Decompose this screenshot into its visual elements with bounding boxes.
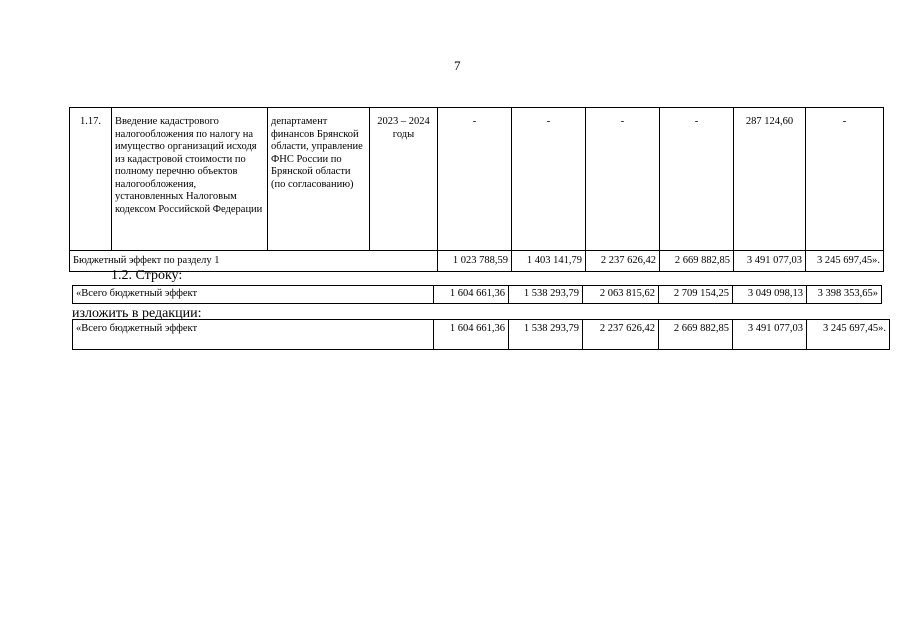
old-total-label: «Всего бюджетный эффект — [73, 286, 434, 304]
old-total-value: 3 398 353,65» — [807, 286, 882, 304]
item-value-cell: 287 124,60 — [734, 108, 806, 251]
old-total-value: 3 049 098,13 — [733, 286, 807, 304]
item-value-cell: - — [438, 108, 512, 251]
new-total-value: 2 237 626,42 — [583, 320, 659, 350]
old-total-value: 2 709 154,25 — [659, 286, 733, 304]
new-total-value: 1 538 293,79 — [509, 320, 583, 350]
instruction-heading-string: 1.2. Строку: — [111, 268, 183, 283]
item-value-cell: - — [806, 108, 884, 251]
item-value-cell: - — [512, 108, 586, 251]
instruction-heading-edition: изложить в редакции: — [72, 306, 202, 321]
budget-effect-table — [69, 107, 884, 272]
new-total-value: 1 604 661,36 — [434, 320, 509, 350]
new-total-value: 2 669 882,85 — [659, 320, 733, 350]
table-row-old-total — [73, 286, 882, 304]
item-period: 2023 – 2024 годы — [370, 108, 438, 251]
old-total-value: 2 063 815,62 — [583, 286, 659, 304]
section-total-label: Бюджетный эффект по разделу 1 — [70, 251, 438, 272]
page-number: 7 — [454, 58, 461, 73]
new-total-value: 3 245 697,45». — [807, 320, 890, 350]
new-total-value: 3 491 077,03 — [733, 320, 807, 350]
section-total-value: 3 245 697,45». — [806, 251, 884, 272]
item-value-cell: - — [660, 108, 734, 251]
table-row-new-total — [73, 320, 890, 350]
new-total-row-table — [72, 319, 890, 350]
new-total-label: «Всего бюджетный эффект — [73, 320, 434, 350]
section-total-value: 3 491 077,03 — [734, 251, 806, 272]
old-total-value: 1 538 293,79 — [509, 286, 583, 304]
old-total-value: 1 604 661,36 — [434, 286, 509, 304]
item-number: 1.17. — [70, 108, 112, 251]
section-total-value: 2 669 882,85 — [660, 251, 734, 272]
table-row-item-1-17 — [70, 108, 884, 251]
table-row-section-total — [70, 251, 884, 272]
section-total-value: 1 403 141,79 — [512, 251, 586, 272]
section-total-value: 1 023 788,59 — [438, 251, 512, 272]
item-value-cell: - — [586, 108, 660, 251]
section-total-value: 2 237 626,42 — [586, 251, 660, 272]
old-total-row-table — [72, 285, 882, 304]
item-responsible: департамент финансов Брянской области, управление ФНС России по Брянской области (по согласованию) — [268, 108, 370, 251]
item-description: Введение кадастрового налогообложения по налогу на имущество организаций исходя из кадастровой стоимости по полному перечню объектов налогообложения, установленных Налоговым кодексом Российской Федерации — [112, 108, 268, 251]
